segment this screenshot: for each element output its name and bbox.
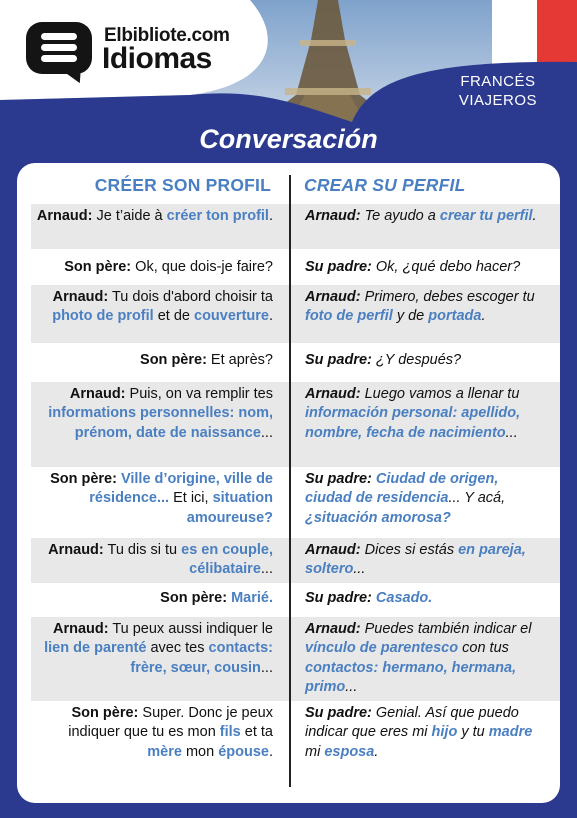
dialogue-text: Luego vamos a llenar tu bbox=[360, 386, 520, 402]
spanish-line bbox=[305, 382, 543, 443]
spanish-line bbox=[305, 285, 543, 327]
speaker-name: Su padre: bbox=[305, 705, 372, 721]
dialogue-text: y de bbox=[392, 308, 429, 325]
dialogue-text: mon bbox=[181, 743, 219, 760]
speaker-name: Son père: bbox=[71, 705, 139, 721]
french-line bbox=[31, 204, 273, 226]
french-line bbox=[31, 382, 273, 443]
dialogue-text: con tus bbox=[458, 640, 509, 657]
speaker-name: Arnaud: bbox=[305, 208, 361, 224]
dialogue-row bbox=[31, 586, 560, 617]
dialogue-row bbox=[31, 538, 560, 583]
dialogue-text: Te ayudo a bbox=[360, 208, 440, 224]
dialogue-text: Tu dois d'abord choisir ta bbox=[108, 289, 273, 305]
vocabulary-highlight: esposa bbox=[324, 743, 375, 760]
vocabulary-highlight: Marié. bbox=[231, 590, 273, 606]
french-line bbox=[31, 348, 273, 370]
speaker-name: Arnaud: bbox=[305, 386, 361, 402]
vocabulary-highlight: Ciudad de origen, ciudad de residencia bbox=[305, 471, 499, 507]
dialogue-text: Je t’aide à bbox=[92, 208, 167, 224]
column-divider bbox=[289, 175, 291, 787]
dialogue-text: . bbox=[268, 208, 273, 224]
spanish-line bbox=[305, 586, 543, 608]
speaker-name: Arnaud: bbox=[48, 542, 104, 558]
dialogue-text: ... bbox=[260, 561, 273, 578]
dialogue-text: mi bbox=[305, 743, 325, 760]
speaker-name: Su padre: bbox=[305, 352, 372, 368]
vocabulary-highlight: informations personnelles: nom, prénom, date de naissance bbox=[48, 405, 273, 441]
spanish-line bbox=[305, 701, 543, 762]
header-banner bbox=[0, 0, 577, 122]
dialogue-text: ... Y acá, bbox=[448, 490, 506, 507]
vocabulary-highlight: portada bbox=[428, 308, 482, 325]
dialogue-text: Et après? bbox=[206, 352, 273, 368]
vocabulary-highlight: Casado. bbox=[375, 590, 433, 606]
dialogue-text: . bbox=[268, 308, 273, 325]
dialogue-text: ... bbox=[353, 561, 366, 578]
dialogue-text: et ta bbox=[240, 724, 273, 741]
dialogue-text: . bbox=[532, 208, 537, 224]
spanish-column-heading: CREAR SU PERFIL bbox=[304, 175, 466, 195]
dialogue-text: Ok, que dois-je faire? bbox=[131, 259, 273, 275]
dialogue-text: ¿Y después? bbox=[371, 352, 462, 368]
speaker-name: Arnaud: bbox=[52, 621, 109, 637]
speaker-name: Arnaud: bbox=[305, 289, 361, 305]
brand-logo-icon bbox=[26, 22, 92, 74]
audience-label: VIAJEROS bbox=[458, 92, 537, 109]
speaker-name: Su padre: bbox=[305, 590, 372, 606]
french-line bbox=[31, 538, 273, 580]
dialogue-row bbox=[31, 285, 560, 343]
language-badge bbox=[459, 72, 537, 110]
dialogue-row bbox=[31, 467, 560, 533]
spanish-line bbox=[305, 617, 543, 697]
speaker-name: Arnaud: bbox=[305, 621, 361, 637]
dialogue-text: . bbox=[374, 743, 379, 760]
french-column-heading: CRÉER SON PROFIL bbox=[94, 175, 271, 195]
french-line bbox=[31, 701, 273, 762]
vocabulary-highlight: fils bbox=[219, 724, 241, 741]
vocabulary-highlight: ¿situación amorosa? bbox=[305, 509, 451, 526]
dialogue-text: ... bbox=[260, 424, 273, 441]
vocabulary-highlight: contacts: frère, sœur, cousin bbox=[130, 640, 273, 676]
french-line bbox=[31, 255, 273, 277]
speaker-name: Su padre: bbox=[305, 471, 372, 487]
dialogue-row bbox=[31, 701, 560, 773]
vocabulary-highlight: épouse bbox=[218, 743, 269, 760]
brand-name: Idiomas bbox=[102, 42, 212, 75]
vocabulary-highlight: foto de perfil bbox=[305, 308, 393, 325]
french-line bbox=[31, 467, 273, 528]
dialogue-text: Et ici, bbox=[169, 490, 213, 507]
speaker-name: Su padre: bbox=[305, 259, 372, 275]
dialogue-text: Puis, on va remplir tes bbox=[125, 386, 273, 402]
dialogue-text: Tu dis si tu bbox=[103, 542, 182, 558]
language-label: FRANCÉS bbox=[460, 73, 536, 90]
vocabulary-highlight: en pareja, soltero bbox=[305, 542, 526, 578]
vocabulary-highlight: mère bbox=[147, 743, 182, 760]
speaker-name: Arnaud: bbox=[305, 542, 361, 558]
vocabulary-highlight: photo de profil bbox=[52, 308, 154, 325]
dialogue-text: y tu bbox=[457, 724, 489, 741]
page-title: Conversación bbox=[199, 124, 378, 154]
spanish-line bbox=[305, 204, 543, 226]
vocabulary-highlight: hijo bbox=[431, 724, 458, 741]
dialogue-row bbox=[31, 617, 560, 701]
speaker-name: Arnaud: bbox=[52, 289, 109, 305]
dialogue-text: avec tes bbox=[146, 640, 209, 657]
dialogue-text: Primero, debes escoger tu bbox=[360, 289, 535, 305]
french-line bbox=[31, 586, 273, 608]
spanish-line bbox=[305, 255, 543, 277]
dialogue-row bbox=[31, 204, 560, 249]
dialogue-text: ... bbox=[345, 678, 358, 695]
dialogue-row bbox=[31, 348, 560, 381]
vocabulary-highlight: madre bbox=[488, 724, 533, 741]
speaker-name: Son père: bbox=[50, 471, 117, 487]
vocabulary-highlight: lien de parenté bbox=[44, 640, 147, 657]
vocabulary-highlight: vínculo de parentesco bbox=[305, 640, 459, 657]
dialogue-text: Ok, ¿qué debo hacer? bbox=[371, 259, 521, 275]
speaker-name: Son père: bbox=[160, 590, 228, 606]
speaker-name: Son père: bbox=[64, 259, 132, 275]
speaker-name: Arnaud: bbox=[69, 386, 126, 402]
dialogue-text: ... bbox=[260, 659, 273, 676]
dialogue-text: Dices si estás bbox=[360, 542, 459, 558]
vocabulary-highlight: créer ton profil bbox=[166, 208, 269, 224]
vocabulary-highlight: Ville d’origine, ville de résidence... bbox=[89, 471, 273, 507]
spanish-line bbox=[305, 348, 543, 370]
dialogue-row bbox=[31, 255, 560, 285]
vocabulary-highlight: crear tu perfil bbox=[439, 208, 533, 224]
dialogue-text: ... bbox=[505, 424, 518, 441]
brand-site: Elbibliote.com bbox=[104, 25, 230, 46]
dialogue-text: Puedes también indicar el bbox=[360, 621, 532, 637]
dialogue-text: Tu peux aussi indiquer le bbox=[108, 621, 273, 637]
vocabulary-highlight: información personal: apellido, nombre, fecha de nacimiento bbox=[305, 405, 521, 441]
french-line bbox=[31, 617, 273, 678]
conversation-card bbox=[17, 163, 560, 803]
dialogue-text: et de bbox=[153, 308, 195, 325]
dialogue-row bbox=[31, 382, 560, 467]
dialogue-text: Genial. Así que puedo indicar que eres mi bbox=[305, 705, 519, 741]
vocabulary-highlight: es en couple, célibataire bbox=[181, 542, 273, 578]
spanish-line bbox=[305, 467, 543, 528]
dialogue-text: . bbox=[481, 308, 486, 325]
speaker-name: Son père: bbox=[140, 352, 207, 368]
vocabulary-highlight: couverture bbox=[194, 308, 269, 325]
dialogue-text: Super. Donc je peux indiquer que tu es mon bbox=[68, 705, 273, 741]
french-line bbox=[31, 285, 273, 327]
spanish-line bbox=[305, 538, 543, 580]
speaker-name: Arnaud: bbox=[36, 208, 93, 224]
vocabulary-highlight: contactos: hermano, hermana, primo bbox=[305, 659, 517, 695]
vocabulary-highlight: situation amoureuse? bbox=[186, 490, 273, 526]
dialogue-text: . bbox=[268, 743, 273, 760]
